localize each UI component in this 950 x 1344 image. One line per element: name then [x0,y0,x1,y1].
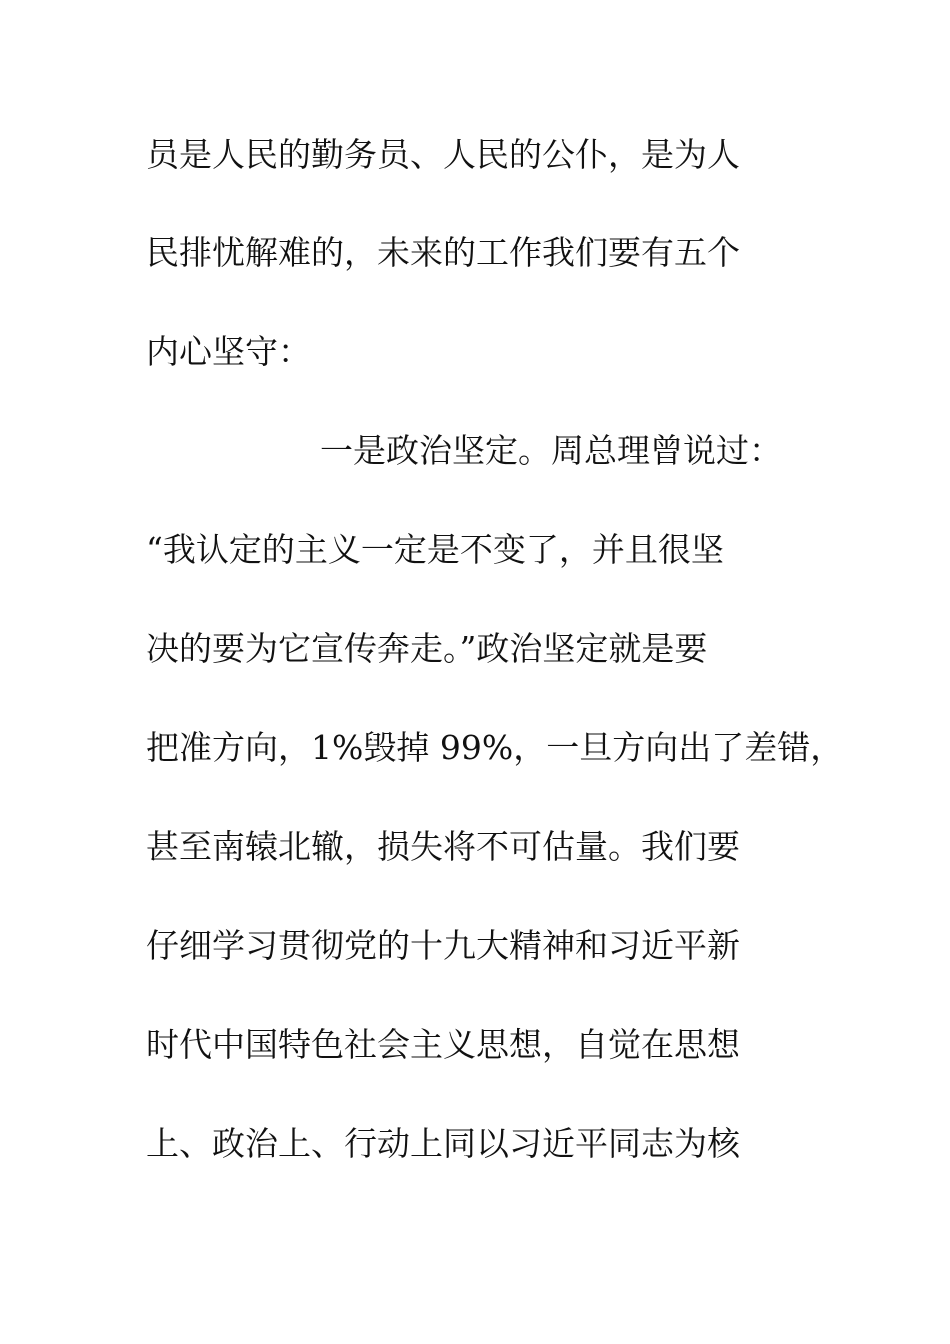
text-line: 时代中国特色社会主义思想，自觉在思想 [146,1025,740,1064]
text-line: 上、政治上、行动上同以习近平同志为核 [146,1124,740,1163]
text-line: 民排忧解难的，未来的工作我们要有五个 [146,233,740,272]
text-line: 仔细学习贯彻党的十九大精神和习近平新 [146,926,740,965]
text-line: 决的要为它宣传奔走。”政治坚定就是要 [146,629,708,668]
text-line: 内心坚守： [146,332,311,371]
text-line: 员是人民的勤务员、人民的公仆，是为人 [146,135,740,174]
text-line: 把准方向，1%毁掉 99%，一旦方向出了差错， [146,728,844,767]
paragraph-start-line: 一是政治坚定。周总理曾说过： [320,431,782,470]
text-line: “我认定的主义一定是不变了，并且很坚 [146,530,724,569]
text-line: 甚至南辕北辙，损失将不可估量。我们要 [146,827,740,866]
